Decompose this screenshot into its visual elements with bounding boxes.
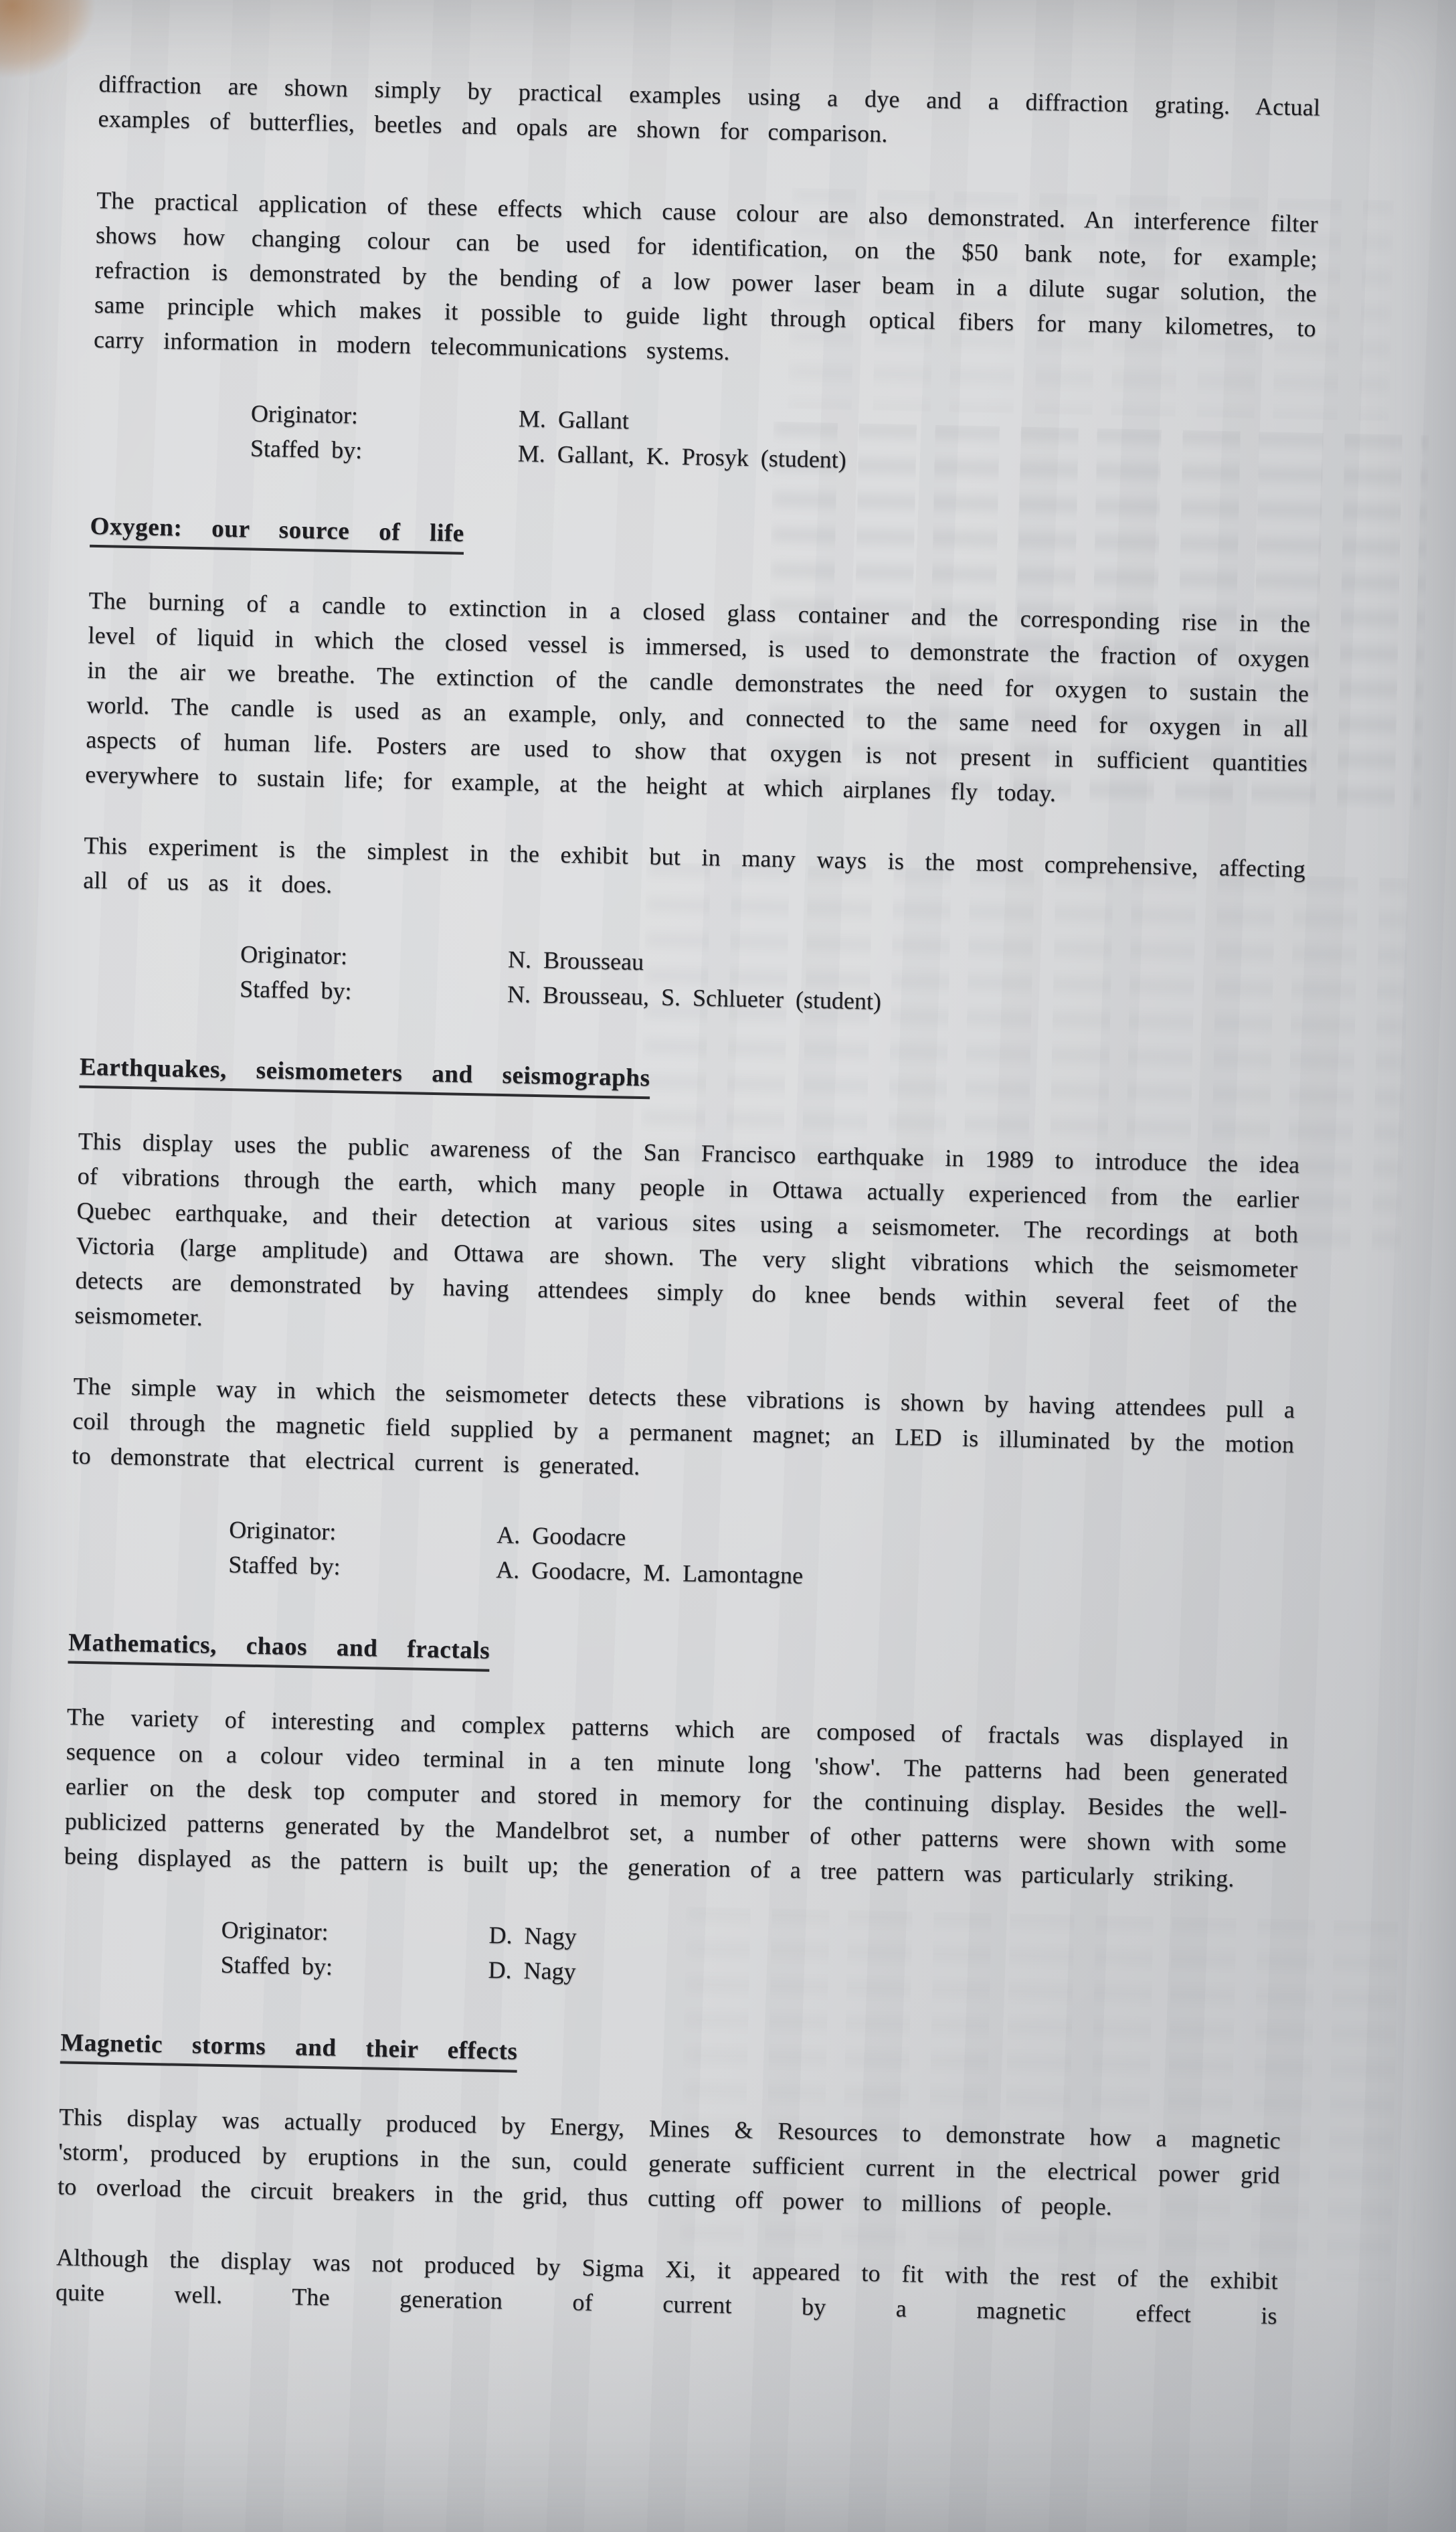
credits-nagy	[62, 1909, 1285, 2003]
staffed-by-value: A. Goodacre, M. Lamontagne	[495, 1555, 804, 1589]
oxygen-paragraph-1: The burning of a candle to extinction in a closed glass container and the corresponding rise in the level of liquid in which the closed vessel is immersed, is used to demonstrate the fraction of oxygen in the air we breathe. The extinction of the candle demonstrates the need for oxygen to sustain the world. The candle is used as an example, only, and connected to the same need for oxygen in all aspects of human life. Posters are used to show that oxygen is not present in sufficient quantities everywhere to sustain life; for example, at the height at which airplanes fly today.	[85, 586, 1311, 807]
section-heading-magnetic-storms: Magnetic storms and their effects	[60, 2025, 1283, 2084]
originator-label: Originator:	[229, 1516, 337, 1545]
oxygen-paragraph-2: This experiment is the simplest in the exhibit but in many ways is the most comprehensive, affecting all of us as it does.	[82, 831, 1306, 898]
originator-label: Originator:	[250, 400, 359, 429]
originator-label: Originator:	[221, 1916, 329, 1946]
staffed-by-label: Staffed by:	[220, 1951, 333, 1980]
credits-brousseau	[81, 934, 1304, 1027]
section-heading-mathematics: Mathematics, chaos and fractals	[68, 1625, 1291, 1684]
staffed-by-value: N. Brousseau, S. Schlueter (student)	[507, 981, 882, 1015]
originator-value: A. Goodacre	[496, 1521, 626, 1551]
staffed-by-label: Staffed by:	[250, 434, 363, 464]
intro-paragraph-2: The practical application of these effects which cause colour are also demonstrated. An interference filter shows how changing colour can be used for identification, on the $50 bank note, for example; refraction is demonstrated by the bending of a low power laser beam in a dilute sugar solution, the same principle which makes it possible to guide light through optical fibers for many kilometres, to carry information in modern telecommunications systems.	[93, 186, 1319, 365]
credits-gallant	[92, 393, 1315, 487]
magnetic-storms-paragraph-2: Although the display was not produced by Sigma Xi, it appeared to fit with the rest of the exhibit quite well. The generation of current by a magnetic effect is	[55, 2244, 1279, 2329]
staffed-by-value: M. Gallant, K. Prosyk (student)	[517, 440, 847, 473]
originator-value: M. Gallant	[518, 405, 630, 434]
earthquakes-paragraph-1: This display uses the public awareness of the San Francisco earthquake in 1989 to introduce the idea of vibrations through the earth, which many people in Ottawa actually experienced from the earlier Quebec earthquake, and their detection at various sites using a seismometer. The recordings at both Victoria (large amplitude) and Ottawa are shown. The very slight vibrations which the seismometer detects are demonstrated by having attendees simply do knee bends within several feet of the seismometer.	[74, 1127, 1300, 1331]
originator-value: D. Nagy	[488, 1921, 577, 1950]
originator-label: Originator:	[240, 940, 348, 970]
intro-paragraph-1: diffraction are shown simply by practical examples using a dye and a diffraction grating. Actual examples of butterflies, beetles and opals are shown for comparison.	[98, 70, 1321, 147]
staffed-by-label: Staffed by:	[239, 975, 352, 1005]
staffed-by-label: Staffed by:	[227, 1551, 341, 1580]
magnetic-storms-paragraph-1: This display was actually produced by Energy, Mines & Resources to demonstrate how a magnetic 'storm', produced by eruptions in the sun, could generate sufficient current in the electrical power grid to overload the circuit breakers in the grid, thus cutting off power to millions of people.	[57, 2103, 1281, 2221]
originator-value: N. Brousseau	[507, 946, 644, 976]
earthquakes-paragraph-2: The simple way in which the seismometer detects these vibrations is shown by having attendees pull a coil through the magnetic field supplied by a permanent magnet; an LED is illuminated by the motion to demonstrate that electrical current is generated.	[72, 1372, 1295, 1481]
staffed-by-value: D. Nagy	[488, 1956, 576, 1985]
mathematics-paragraph-1: The variety of interesting and complex patterns which are composed of fractals was displayed in sequence on a colour video terminal in a ten minute long 'show'. The patterns had been generated earlier on the desk top computer and stored in memory for the continuing display. Besides the well-publicized patterns generated by the Mandelbrot set, a number of other patterns were shown with some being displayed as the pattern is built up; the generation of a tree pattern was particularly striking.	[64, 1703, 1289, 1892]
credits-goodacre	[70, 1509, 1293, 1603]
section-heading-oxygen: Oxygen: our source of life	[90, 509, 1312, 568]
section-heading-earthquakes: Earthquakes, seismometers and seismographs	[79, 1050, 1301, 1109]
